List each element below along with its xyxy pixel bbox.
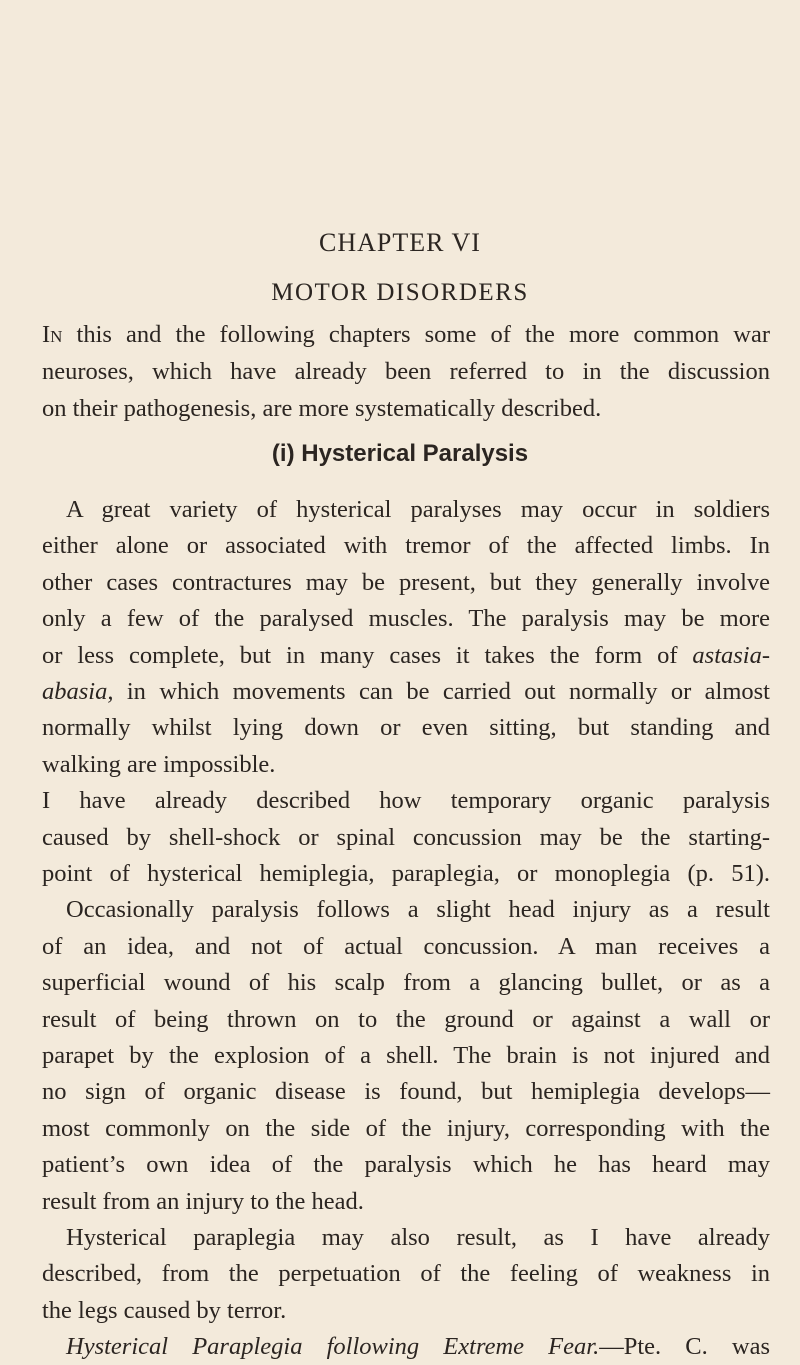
chapter-title: MOTOR DISORDERS <box>271 279 529 306</box>
text-line <box>42 674 770 710</box>
text-segment: caused by shell-shock or spinal concussion may be the starting- <box>42 823 770 851</box>
text-line <box>42 601 770 637</box>
text-line <box>42 1074 770 1110</box>
text-segment: Hysterical paraplegia may also result, as I have already <box>66 1224 770 1251</box>
text-line <box>42 317 770 353</box>
text-segment: this and the following chapters some of the more common war <box>62 321 770 348</box>
section-heading: (i) Hysterical Paralysis <box>271 440 529 467</box>
text-segment: Occasionally paralysis follows a slight head injury as a result <box>66 896 770 924</box>
text-segment: neuroses, which have already been referred to in the discussion <box>42 358 770 385</box>
text-line <box>42 1111 770 1147</box>
text-segment: the legs caused by terror. <box>42 1296 287 1324</box>
text-segment: in which movements can be carried out normally or almost <box>113 678 770 705</box>
text-line <box>66 892 770 928</box>
text-line <box>42 710 770 746</box>
text-segment: A great variety of hysterical paralyses may occur in soldiers <box>66 496 770 523</box>
text-segment: on their pathogenesis, are more systematically described. <box>42 395 602 422</box>
text-segment: of an idea, and not of actual concussion. A man receives a <box>42 932 770 960</box>
text-segment: superficial wound of his scalp from a glancing bullet, or as a <box>42 969 770 997</box>
text-line <box>42 965 770 1001</box>
text-segment: no sign of organic disease is found, but hemiplegia develops— <box>42 1078 770 1106</box>
text-line <box>42 820 770 856</box>
text-segment: result of being thrown on to the ground or against a wall or <box>42 1005 770 1033</box>
text-line <box>42 1038 770 1074</box>
text-line <box>42 929 770 965</box>
text-line <box>42 856 770 892</box>
text-segment: walking are impossible. <box>42 750 276 778</box>
text-segment: I have already described how temporary organic paralysis <box>42 787 770 815</box>
text-line <box>66 1220 770 1256</box>
text-line <box>66 492 770 528</box>
text-line <box>42 1256 770 1292</box>
text-line <box>42 565 770 601</box>
text-segment: either alone or associated with tremor of the affected limbs. In <box>42 532 770 560</box>
text-segment: only a few of the paralysed muscles. The paralysis may be more <box>42 605 770 633</box>
text-line <box>42 1293 770 1329</box>
text-line <box>42 783 770 819</box>
text-line <box>42 528 770 564</box>
text-segment: —Pte. C. was <box>599 1333 770 1361</box>
italic-text: astasia- <box>692 641 770 669</box>
text-line <box>42 1184 770 1220</box>
text-segment: other cases contractures may be present, but they generally involve <box>42 568 770 596</box>
text-segment: most commonly on the side of the injury, corresponding with the <box>42 1114 770 1142</box>
text-segment: point of hysterical hemiplegia, paraplegia, or monoplegia (p. 51). <box>42 860 770 887</box>
text-line <box>42 1147 770 1183</box>
text-line <box>66 1329 770 1365</box>
text-segment: patient’s own idea of the paralysis which he has heard may <box>42 1151 770 1179</box>
text-segment: described, from the perpetuation of the feeling of weakness in <box>42 1260 770 1288</box>
text-segment: or less complete, but in many cases it takes the form of <box>42 641 693 669</box>
italic-text: Hysterical Paraplegia following Extreme Fear. <box>66 1333 600 1361</box>
chapter-number: CHAPTER VI <box>319 228 481 257</box>
text-line <box>42 354 770 390</box>
text-segment: parapet by the explosion of a shell. The brain is not injured and <box>42 1042 770 1069</box>
text-line <box>42 391 770 427</box>
text-segment: normally whilst lying down or even sitting, but standing and <box>42 714 770 742</box>
text-line <box>42 1002 770 1038</box>
text-line <box>42 747 770 783</box>
text-segment: result from an injury to the head. <box>42 1187 364 1215</box>
italic-text: abasia, <box>42 678 114 705</box>
text-line <box>42 638 770 674</box>
text-segment: In <box>42 321 63 348</box>
